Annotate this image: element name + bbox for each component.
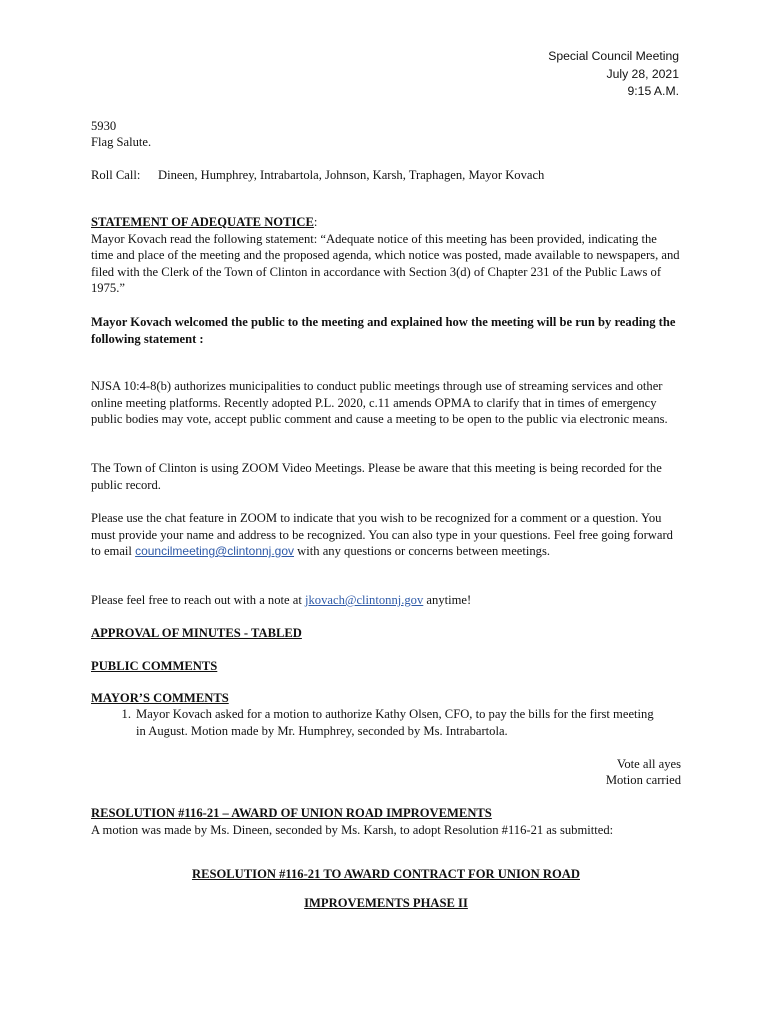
roll-call-label: Roll Call: [91, 168, 141, 182]
resolution-section [91, 805, 681, 838]
note-paragraph [91, 592, 681, 609]
mayors-comments-heading: MAYOR’S COMMENTS [91, 691, 229, 705]
resolution-title-line1: RESOLUTION #116-21 TO AWARD CONTRACT FOR UNION ROAD [191, 867, 580, 881]
chat-paragraph [91, 510, 681, 560]
notice-heading: STATEMENT OF ADEQUATE NOTICE [91, 215, 314, 229]
mayor-email-link[interactable]: jkovach@clintonnj.gov [305, 593, 424, 607]
njsa-paragraph: NJSA 10:4-8(b) authorizes municipalities to conduct public meetings through use of streaming services and other online meeting platforms. Recently adopted P.L. 2020, c.11 amends OPMA to clarify that in times of emergency public bodies may vote, accept public comment and cause a meeting to be open to the public via electronic means. [91, 379, 668, 426]
roll-call [91, 167, 681, 184]
meeting-type: Special Council Meeting [548, 49, 679, 63]
flag-salute: Flag Salute. [91, 135, 152, 149]
item-text: Mayor Kovach asked for a motion to authorize Kathy Olsen, CFO, to pay the bills for the first meeting in August. Motion made by Mr. Humphrey, seconded by Ms. Intrabartola. [136, 707, 654, 738]
page-number: 5930 [91, 119, 117, 133]
public-comments-heading: PUBLIC COMMENTS [91, 659, 218, 673]
resolution-heading: RESOLUTION #116-21 – AWARD OF UNION ROAD IMPROVEMENTS [91, 806, 492, 820]
meeting-header [548, 48, 679, 101]
zoom-paragraph: The Town of Clinton is using ZOOM Video Meetings. Please be aware that this meeting is being recorded for the public record. [91, 461, 662, 492]
resolution-motion: A motion was made by Ms. Dineen, seconded by Ms. Karsh, to adopt Resolution #116-21 as submitted: [91, 822, 614, 837]
chat-text-after: with any questions or concerns between meetings. [294, 544, 551, 558]
item-number: 1. [121, 707, 131, 721]
chat-text-before: Please use the chat feature in ZOOM to indicate that you wish to be recognized for a comment or a question. You must provide your name and address to be recognized. You can also type in your questions. Feel free going forward to email [91, 511, 673, 558]
note-text-after: anytime! [423, 593, 472, 607]
mayors-comments-item [91, 706, 681, 739]
note-text-before: Please feel free to reach out with a note at [91, 593, 305, 607]
notice-body: Mayor Kovach read the following statement: “Adequate notice of this meeting has been provided, indicating the time and place of the meeting and the proposed agenda, which notice was posted, made available to newspapers, and filed with the Clerk of the Town of Clinton in accordance with Section 3(d) of Chapter 231 of the Public Laws of 1975.” [91, 231, 680, 295]
motion-result: Motion carried [605, 773, 681, 787]
welcome-statement: Mayor Kovach welcomed the public to the meeting and explained how the meeting will be run by reading the following statement : [91, 315, 676, 346]
vote-result: Vote all ayes [616, 757, 681, 771]
meeting-date: July 28, 2021 [606, 66, 679, 81]
notice-section [91, 214, 681, 297]
roll-call-names: Dineen, Humphrey, Intrabartola, Johnson, Karsh, Traphagen, Mayor Kovach [158, 168, 545, 182]
minutes-heading: APPROVAL OF MINUTES - TABLED [91, 626, 302, 640]
meeting-time: 9:15 A.M. [627, 84, 679, 98]
council-email-link[interactable]: councilmeeting@clintonnj.gov [135, 544, 295, 558]
resolution-title-line2: IMPROVEMENTS PHASE II [304, 896, 468, 910]
notice-heading-colon: : [313, 215, 318, 229]
